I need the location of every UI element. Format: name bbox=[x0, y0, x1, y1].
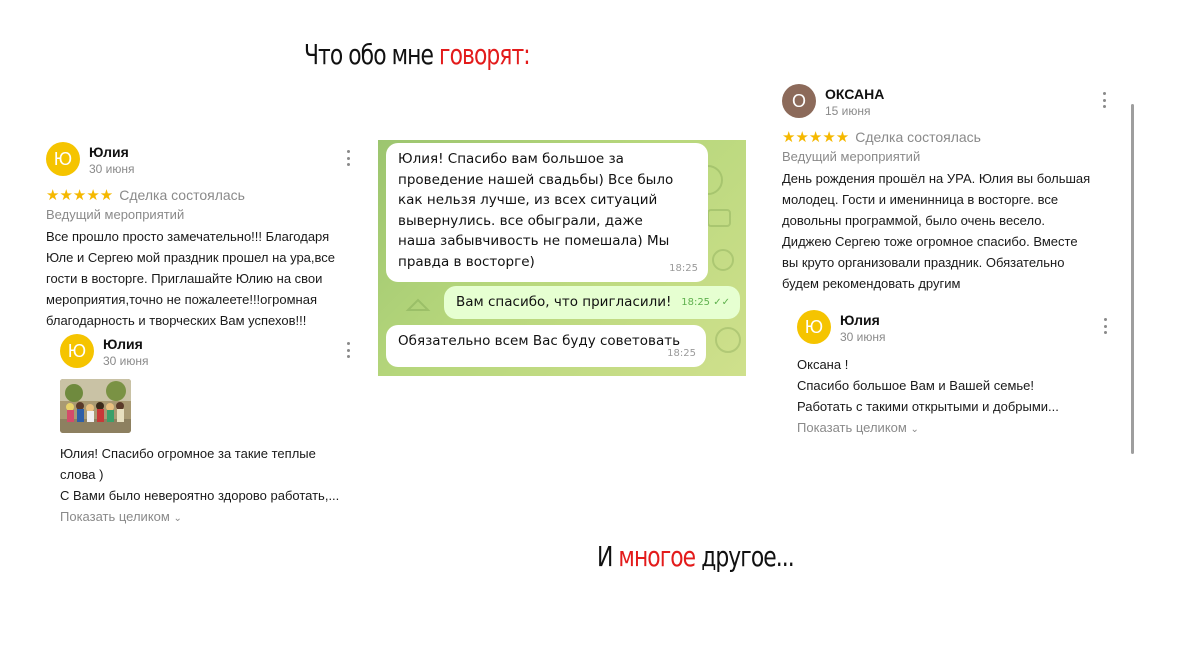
review-header bbox=[46, 142, 358, 182]
review-header bbox=[782, 84, 1132, 124]
reply-author[interactable]: Юлия bbox=[103, 336, 143, 352]
more-options-icon[interactable] bbox=[342, 342, 354, 358]
reply-date: 30 июня bbox=[103, 354, 149, 368]
reply-card-left bbox=[60, 334, 360, 526]
rating-row bbox=[782, 128, 1132, 146]
footer-caption: И многое другое... bbox=[597, 540, 794, 573]
chat-message-incoming: Обязательно всем Вас буду советовать 18:25 bbox=[386, 325, 706, 367]
star-rating: ★★★★★ bbox=[46, 187, 114, 204]
review-photo-thumbnail[interactable] bbox=[60, 379, 131, 433]
deal-status: Сделка состоялась bbox=[119, 187, 245, 203]
star-rating: ★★★★★ bbox=[782, 129, 850, 146]
review-date: 15 июня bbox=[825, 104, 871, 118]
show-full-link[interactable]: Показать целиком ⌄ bbox=[797, 420, 919, 435]
review-author[interactable]: ОКСАНА bbox=[825, 86, 885, 102]
reply-card-right bbox=[797, 310, 1117, 437]
avatar[interactable]: Ю bbox=[46, 142, 80, 176]
page-title: Что обо мне говорят: bbox=[304, 38, 530, 71]
review-card-oksana bbox=[782, 84, 1132, 294]
reply-date: 30 июня bbox=[840, 330, 886, 344]
message-time: 18:25 ✓✓ bbox=[681, 296, 730, 308]
review-role: Ведущий мероприятий bbox=[782, 149, 921, 164]
review-role: Ведущий мероприятий bbox=[46, 207, 185, 222]
more-options-icon[interactable] bbox=[342, 150, 354, 166]
review-text: День рождения прошёл на УРА. Юлия вы большая молодец. Гости и именинница в восторге. все довольны программой, было очень весело. Диджею Сергею тоже огромное спасибо. Вместе вы круто организовали праздник. Обязательно будем рекомендовать другим bbox=[782, 171, 1091, 291]
reply-header bbox=[797, 310, 1117, 350]
message-time: 18:25 bbox=[669, 262, 698, 274]
show-full-link[interactable]: Показать целиком ⌄ bbox=[60, 509, 182, 524]
deal-status: Сделка состоялась bbox=[855, 129, 981, 145]
reply-text: Юлия! Спасибо огромное за такие теплые слова ) С Вами было невероятно здорово работать,... bbox=[60, 446, 340, 503]
reply-author[interactable]: Юлия bbox=[840, 312, 880, 328]
chevron-down-icon: ⌄ bbox=[910, 424, 919, 435]
reply-header bbox=[60, 334, 360, 374]
review-author[interactable]: Юлия bbox=[89, 144, 129, 160]
avatar[interactable]: О bbox=[782, 84, 816, 118]
review-card-yulia bbox=[46, 142, 358, 331]
double-check-icon: ✓✓ bbox=[713, 296, 730, 308]
chat-screenshot bbox=[378, 140, 746, 376]
message-time: 18:25 bbox=[667, 347, 696, 359]
rating-row bbox=[46, 186, 358, 204]
reply-text: Оксана ! Спасибо большое Вам и Вашей семье! Работать с такими открытыми и добрыми... bbox=[797, 357, 1059, 414]
review-date: 30 июня bbox=[89, 162, 135, 176]
avatar[interactable]: Ю bbox=[60, 334, 94, 368]
more-options-icon[interactable] bbox=[1098, 92, 1110, 108]
chevron-down-icon: ⌄ bbox=[173, 513, 182, 524]
chat-message-incoming: Юлия! Спасибо вам большое за проведение нашей свадьбы) Все было как нельзя лучше, из всех ситуаций вывернулись. все обыграли, даже наша забывчивость не помешала) Мы правда в восторге) 18:25 bbox=[386, 143, 708, 282]
chat-message-outgoing: Вам спасибо, что пригласили! 18:25 ✓✓ bbox=[444, 286, 740, 319]
review-text: Все прошло просто замечательно!!! Благодаря Юле и Сергею мой праздник прошел на ура,все гости в восторге. Приглашайте Юлию на свои мероприятия,точно не пожалеете!!!огромная благодарность и творческих Вам успехов!!! bbox=[46, 229, 336, 328]
avatar[interactable]: Ю bbox=[797, 310, 831, 344]
title-accent: говорят: bbox=[439, 38, 530, 71]
more-options-icon[interactable] bbox=[1099, 318, 1111, 334]
footer-accent: многое bbox=[618, 540, 696, 573]
scrollbar[interactable] bbox=[1131, 104, 1134, 454]
